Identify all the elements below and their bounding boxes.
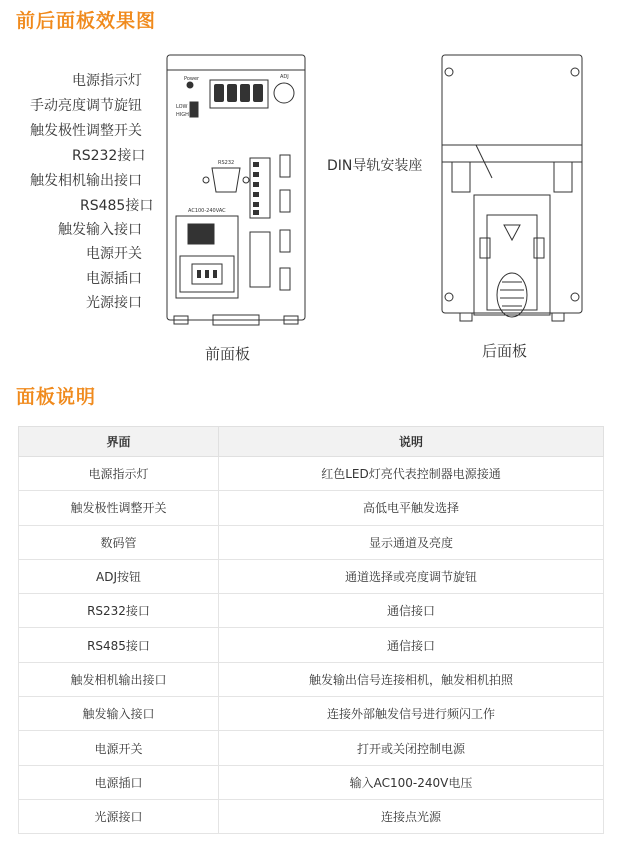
device-low-text: LOW [176, 104, 188, 110]
label-din-rail: DIN导轨安装座 [327, 158, 423, 174]
table-cell-interface: 光源接口 [19, 799, 219, 833]
label-power-switch: 电源开关 [86, 246, 142, 262]
table-cell-description: 打开或关闭控制电源 [219, 731, 604, 765]
table-cell-description: 通道选择或亮度调节旋钮 [219, 559, 604, 593]
label-power-indicator: 电源指示灯 [72, 73, 142, 89]
section-title-description: 面板说明 [16, 386, 97, 408]
table-row [19, 697, 604, 731]
label-trigger-input: 触发输入接口 [58, 222, 142, 238]
table-cell-interface: 触发输入接口 [19, 697, 219, 731]
table-cell-description: 通信接口 [219, 594, 604, 628]
front-panel-caption: 前面板 [205, 345, 251, 363]
table-cell-interface: 电源开关 [19, 731, 219, 765]
table-cell-interface: 触发相机输出接口 [19, 662, 219, 696]
back-panel-caption: 后面板 [482, 342, 528, 360]
table-cell-interface: 电源插口 [19, 765, 219, 799]
label-camera-output: 触发相机输出接口 [30, 173, 142, 189]
device-rs232-text: RS232 [218, 160, 235, 166]
table-row [19, 491, 604, 525]
back-panel-diagram [432, 50, 592, 330]
table-cell-description: 通信接口 [219, 628, 604, 662]
table-cell-description: 连接点光源 [219, 799, 604, 833]
table-row [19, 457, 604, 491]
table-row [19, 525, 604, 559]
table-cell-interface: 数码管 [19, 525, 219, 559]
table-cell-description: 高低电平触发选择 [219, 491, 604, 525]
table-cell-description: 输入AC100-240V电压 [219, 765, 604, 799]
table-row [19, 559, 604, 593]
label-rs485: RS485接口 [80, 198, 154, 214]
table-cell-description: 连接外部触发信号进行频闪工作 [219, 697, 604, 731]
device-high-text: HIGH [176, 112, 189, 118]
table-header-description: 说明 [219, 427, 604, 457]
table-header-interface: 界面 [19, 427, 219, 457]
table-cell-description: 显示通道及亮度 [219, 525, 604, 559]
table-cell-interface: RS485接口 [19, 628, 219, 662]
table-row [19, 731, 604, 765]
table-header-row [19, 427, 604, 457]
table-row [19, 765, 604, 799]
table-cell-interface: 触发极性调整开关 [19, 491, 219, 525]
device-power-text: Power [184, 76, 200, 82]
device-adj-text: ADJ [280, 74, 289, 80]
table-cell-interface: RS232接口 [19, 594, 219, 628]
table-cell-interface: ADJ按钮 [19, 559, 219, 593]
label-rs232: RS232接口 [72, 148, 146, 164]
table-row [19, 594, 604, 628]
table-cell-interface: 电源指示灯 [19, 457, 219, 491]
label-light-interface: 光源接口 [86, 295, 142, 311]
label-power-socket: 电源插口 [86, 271, 142, 287]
table-row [19, 628, 604, 662]
device-ac-text: AC100-240VAC [188, 208, 226, 214]
label-brightness-knob: 手动亮度调节旋钮 [30, 98, 142, 114]
table-cell-description: 红色LED灯亮代表控制器电源接通 [219, 457, 604, 491]
section-title-panels: 前后面板效果图 [16, 10, 157, 32]
table-row [19, 662, 604, 696]
panel-description-table [18, 426, 604, 834]
label-polarity-switch: 触发极性调整开关 [30, 123, 142, 139]
table-row [19, 799, 604, 833]
table-cell-description: 触发输出信号连接相机，触发相机拍照 [219, 662, 604, 696]
front-panel-diagram [150, 40, 320, 335]
